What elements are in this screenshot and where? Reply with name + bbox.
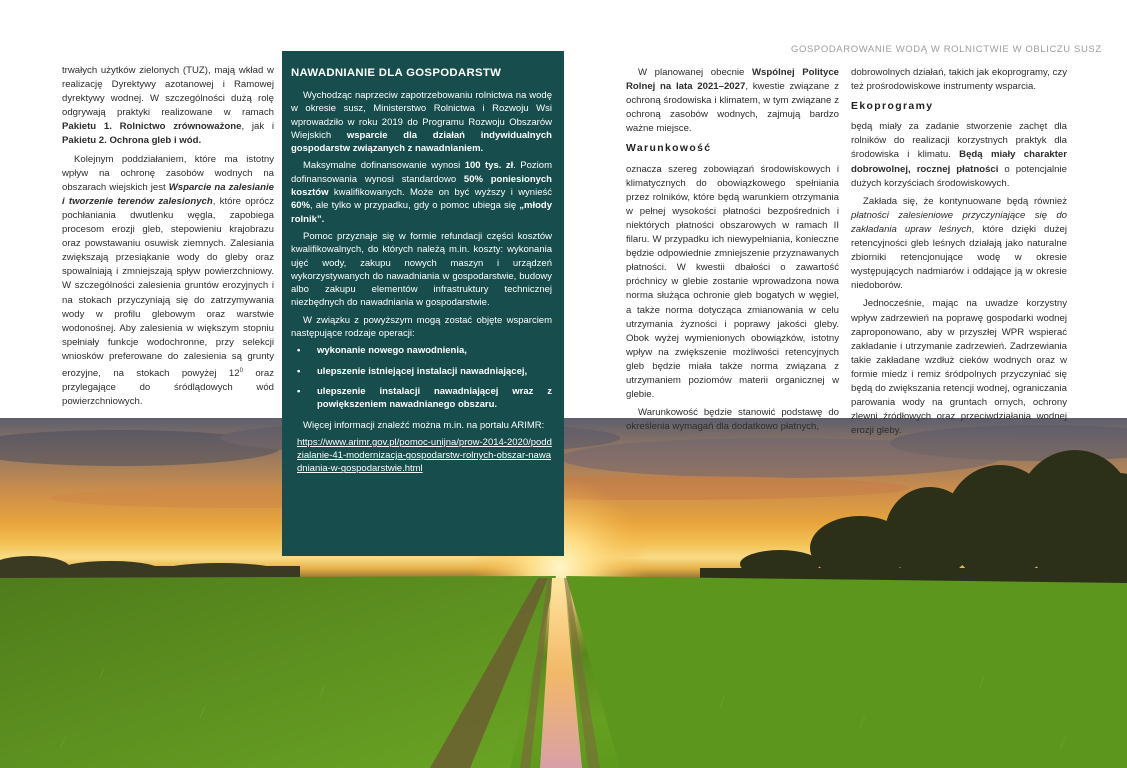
right-column — [851, 66, 1067, 442]
bullet-icon: • — [297, 385, 301, 397]
list-item: • wykonanie nowego nawodnienia, — [297, 345, 467, 357]
box-paragraph-1: Wychodząc naprzeciw zapotrzebowaniu rolnictwa na wodę w okresie susz, Ministerstwo Rolnictwa i Rozwoju Wsi wprowadziło w roku 2019 do Programu Rozwoju Obszarów Wiejskich wsparcie dla działań indywidualnych gospodarstw związanych z nawadnianiem. — [291, 90, 552, 155]
mid-paragraph-3: Warunkowość będzie stanowić podstawę do określenia wymagań dla dodatkowo płatnych, — [626, 407, 839, 433]
field-right — [566, 576, 1127, 768]
box-paragraph-5: Więcej informacji znaleźć można m.in. na portalu ARIMR: — [303, 419, 545, 431]
right-paragraph-4: Jednocześnie, mając na uwadze korzystny wpływ zadrzewień na poprawę gospodarki wodnej zaproponowano, aby w przyszłej WPR wspierać zakładanie i utrzymanie zadrzewień. Zadrzewiania takie zakładane wzdłuż cieków wodnych oraz w formie miedz i remiz śródpolnych przyczyniać się będą do zwiększania retencji wodnej, ograniczania parowania wody na gruntach ornych, ochrony zlewni źródłowych oraz przeciwdziałania wodnej erozji gleby. — [851, 298, 1067, 437]
right-paragraph-3: Zakłada się, że kontynuowane będą również płatności zalesieniowe przyczyniające się do zakładania upraw leśnych, które dzięki dużej retencyjności gleb leśnych działają jako naturalne zbiorniki retencjonujące wodę w okresie występujących nadmiarów i oddające ją w okresie niedoborów. — [851, 195, 1067, 292]
box-paragraph-4: W związku z powyższym mogą zostać objęte wsparciem następujące rodzaje operacji: — [291, 314, 552, 340]
heading-eco-schemes: Ekoprogramy — [851, 101, 934, 113]
tree-line-left — [0, 556, 300, 580]
right-paragraph-1: dobrowolnych działań, takich jak ekoprogramy, czy też prośrodowiskowe instrumenty wsparcia. — [851, 67, 1067, 93]
box-paragraph-2: Maksymalne dofinansowanie wynosi 100 tys. zł. Poziom dofinansowania wynosi standardowo 50% poniesionych kosztów kwalifikowanych. Może on być wyższy i wynieść 60%, ale tylko w przypadku, gdy o pomoc ubiega się „młody rolnik”. — [291, 160, 552, 225]
mid-paragraph-1: W planowanej obecnie Wspólnej Polityce Rolnej na lata 2021–2027, kwestie związane z ochroną środowiska i klimatem, w tym związane z ochroną zasobów wodnych, zajmują bardzo ważne miejsce. — [626, 67, 839, 135]
box-paragraph-3: Pomoc przyznaje się w formie refundacji części kosztów kwalifikowalnych, do których należą m.in. koszty: wykonania ujęć wody, zakupu nowych maszyn i urządzeń wykorzystywanych do nawadniania w gospodarstwie, budowy albo zakupu elementów infrastruktury technicznej niezbędnych do nawadniania w gospodarstwie. — [291, 230, 552, 309]
list-item: • ulepszenie istniejącej instalacji nawadniającej, — [297, 365, 528, 377]
left-paragraph-1: trwałych użytków zielonych (TUZ), mają wkład w realizację Dyrektywy azotanowej i Ramowej dyrektywy wodnej. W szczególności dużą rolę odgrywają praktyki realizowane w ramach Pakietu 1. Rolnictwo zrównoważone, jak i Pakietu 2. Ochrona gleb i wód. — [62, 65, 274, 147]
irrigation-info-box — [282, 51, 564, 556]
bullet-icon: • — [297, 365, 301, 377]
list-item: • ulepszenie instalacji nawadniającej wraz z powiększeniem nawadnianego obszaru. — [297, 385, 552, 411]
box-title: NAWADNIANIE DLA GOSPODARSTW — [291, 67, 502, 79]
left-column — [62, 64, 274, 413]
operations-list — [291, 344, 552, 411]
mid-right-column — [626, 66, 839, 438]
heading-conditionality: Warunkowość — [626, 143, 712, 155]
left-paragraph-2: Kolejnym poddziałaniem, które ma istotny wpływ na ochronę zasobów wodnych na obszarach wiejskich jest Wsparcie na zalesianie i tworzenie terenów zalesionych, które oprócz pochłaniania dwutlenku węgla, zapobiega procesom erozji gleb, stepowieniu krajobrazu oraz powstawaniu osuwisk ziemnych. Zalesiania zwiększają przesiąkanie wody do gleby oraz spowalniają i zmniejszają spływ powierzchniowy. W szczególności zalesienia gruntów erozyjnych i na stokach przyczyniają się do zatrzymywania wody w profilu glebowym oraz warstwie wodonośnej. Aby zalesienia w większym stopniu spełniały funkcje wodochronne, przy selekcji wniosków preferowane do zalesienia są grunty erozyjne, na stokach powyżej $12^0$ oraz przylegające do śródlądowych wód powierzchniowych. — [62, 153, 275, 408]
right-paragraph-2: będą miały za zadanie stworzenie zachęt dla rolników do realizacji korzystnych praktyk dla środowiska i klimatu. Będą miały charakter dobrowolnej, rocznej płatności o potencjalnie dużych korzyściach środowiskowych. — [851, 121, 1067, 189]
mid-paragraph-2: oznacza szereg zobowiązań środowiskowych i klimatycznych do obowiązkowego spełniania przez rolników, które będą warunkiem otrzymania w pełnej wysokości płatności bezpośrednich i niektórych płatności obszarowych w ramach II filaru. W przypadku ich niewypełniania, konieczne będzie odpowiednie zmniejszenie przyznawanych płatności. W kwestii dbałości o zawartość próchnicy w glebie zostanie wprowadzona nowa norma służąca ochronie gleb bogatych w węgiel, a także norma dotycząca zmianowania w celu utrzymania żyzności i poprawy jakości gleby. Obok wyżej wymienionych obowiązków, istotny wpływ na zwiększenie możliwości retencyjnych gleb będzie miała także norma związana z utrzymaniem poziomów materii organicznej w glebie. — [626, 163, 839, 401]
bullet-icon: • — [297, 345, 301, 357]
running-head: GOSPODAROWANIE WODĄ W ROLNICTWIE W OBLICZU SUSZ — [791, 44, 1102, 55]
arimr-link[interactable]: https://www.arimr.gov.pl/pomoc-unijna/prow-2014-2020/poddzialanie-41-modernizacja-gospodarstw-rolnych-obszar-nawadniania-w-gospodarstwie.html — [297, 436, 552, 475]
